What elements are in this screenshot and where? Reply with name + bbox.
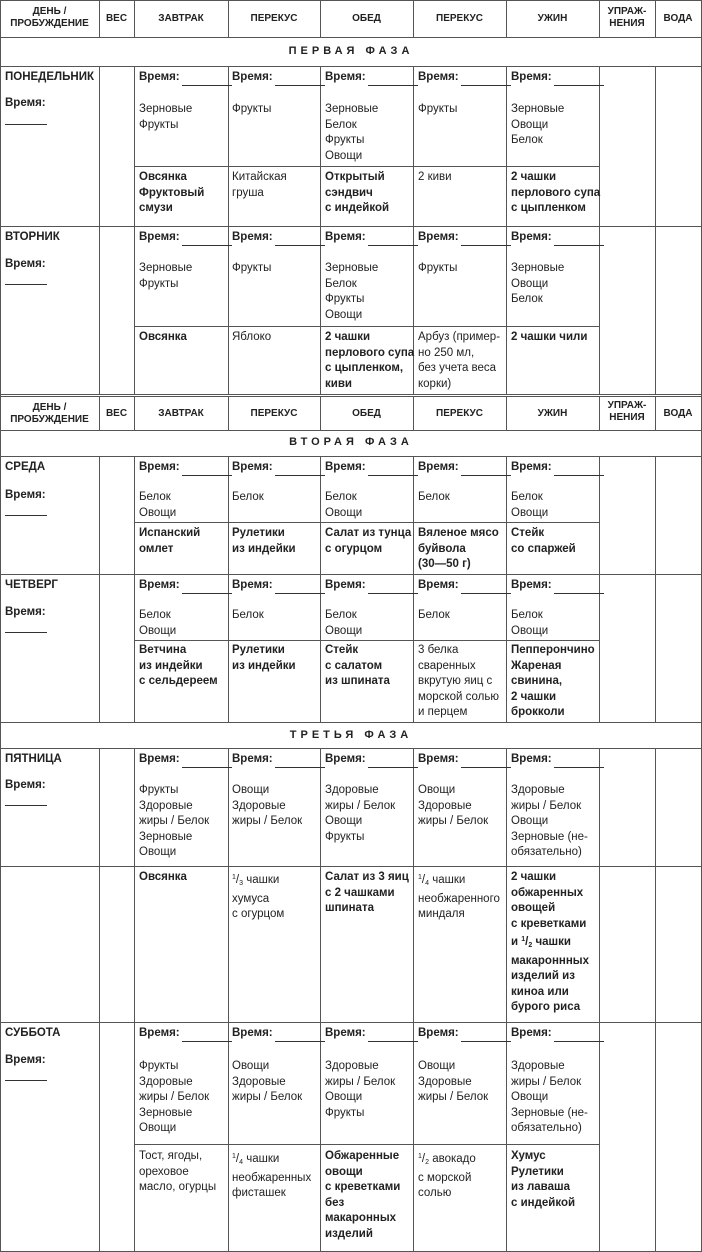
header-snack-1: ПЕРЕКУС [250, 408, 298, 419]
food-groups: Зерновые Белок Фрукты Овощи [325, 262, 379, 321]
meal-time-label[interactable]: Время: [325, 460, 418, 476]
meal: Хумус Рулетики из лаваша с индейкой [511, 1150, 576, 1209]
meal-time-label[interactable]: Время: [232, 70, 325, 86]
food-groups: Фрукты [418, 103, 458, 115]
meal-time-label[interactable]: Время: [325, 230, 418, 246]
meal: 2 киви [418, 171, 452, 183]
meal: Салат из 3 яиц с 2 чашками шпината [325, 871, 409, 914]
day-monday: ПОНЕДЕЛЬНИК [5, 71, 94, 83]
meal: Рулетики из индейки [232, 644, 296, 672]
wake-time-field[interactable] [5, 124, 47, 125]
wake-time-field[interactable] [5, 284, 47, 285]
meal-time-label[interactable]: Время: [511, 70, 604, 86]
fraction-denominator: 2 [528, 942, 533, 949]
day-wednesday: СРЕДА [5, 461, 46, 473]
food-groups: Зерновые Белок Фрукты Овощи [325, 103, 379, 162]
food-groups: Белок [418, 491, 450, 503]
header-snack-1: ПЕРЕКУС [250, 13, 298, 24]
food-groups: Белок Овощи [511, 491, 549, 519]
food-groups: Белок [232, 491, 264, 503]
header-lunch: ОБЕД [352, 13, 381, 24]
wake-time-field[interactable] [5, 1080, 47, 1081]
header-weight: ВЕС [105, 408, 128, 419]
fraction-denominator: 4 [239, 1159, 244, 1166]
meal-time-label[interactable]: Время: [232, 1026, 325, 1042]
meal: $^1/_4$ чашки необжаренного миндаля [418, 874, 500, 920]
fraction-numerator: 1 [232, 1153, 236, 1160]
meal-time-label[interactable]: Время: [139, 460, 232, 476]
meal-time-label[interactable]: Время: [418, 460, 511, 476]
meal: Ветчина из индейки с сельдереем [139, 644, 218, 687]
food-groups: Зерновые Овощи Белок [511, 103, 565, 146]
meal: Яблоко [232, 331, 272, 343]
fraction-numerator: 1 [418, 874, 422, 881]
food-groups: Зерновые Фрукты [139, 262, 193, 290]
meal-time-label[interactable]: Время: [325, 752, 418, 768]
header-exercise: УПРАЖ- НЕНИЯ [607, 400, 647, 423]
meal-time-label[interactable]: Время: [139, 230, 232, 246]
day-saturday: СУББОТА [5, 1027, 61, 1039]
header-water: ВОДА [663, 13, 693, 24]
meal-time-label[interactable]: Время: [139, 1026, 232, 1042]
food-groups: Здоровые жиры / Белок Овощи Зерновые (не- обязательно) [511, 784, 588, 858]
day-wake-time-label: Время: [5, 489, 46, 501]
meal: Открытый сэндвич с индейкой [325, 171, 390, 214]
food-groups: Овощи Здоровые жиры / Белок [232, 1060, 303, 1103]
food-groups: Зерновые Овощи Белок [511, 262, 565, 305]
meal: Овсянка Фруктовый смузи [139, 171, 205, 214]
day-thursday: ЧЕТВЕРГ [5, 579, 58, 591]
meal: Китайская груша [232, 171, 287, 199]
meal: $^1/_3$ чашки хумуса с огурцом [232, 874, 285, 920]
food-groups: Овощи Здоровые жиры / Белок [418, 784, 489, 827]
food-groups: Здоровые жиры / Белок Овощи Зерновые (не- обязательно) [511, 1060, 588, 1134]
meal: Арбуз (пример- но 250 мл, без учета веса корки) [418, 331, 501, 390]
meal-time-label[interactable]: Время: [139, 752, 232, 768]
meal-time-label[interactable]: Время: [232, 460, 325, 476]
day-wake-time-label: Время: [5, 779, 46, 791]
meal: 2 чашки перлового супа с цыпленком [511, 171, 601, 214]
food-groups: Здоровые жиры / Белок Овощи Фрукты [325, 784, 396, 843]
header-breakfast: ЗАВТРАК [158, 13, 204, 24]
wake-time-field[interactable] [5, 632, 47, 633]
phase-3-title: ТРЕТЬЯ ФАЗА [289, 729, 413, 741]
food-groups: Белок Овощи [325, 609, 363, 637]
food-groups: Белок Овощи [511, 609, 549, 637]
header-exercise: УПРАЖ- НЕНИЯ [607, 6, 647, 29]
meal: Салат из тунца с огурцом [325, 527, 412, 555]
meal-time-label[interactable]: Время: [511, 1026, 604, 1042]
fraction-numerator: 1 [232, 874, 236, 881]
food-groups: Фрукты Здоровые жиры / Белок Зерновые Овощи [139, 1060, 210, 1134]
day-tuesday: ВТОРНИК [5, 231, 60, 243]
meal: Овсянка [139, 331, 187, 343]
fraction-denominator: 4 [425, 880, 430, 887]
header-weight: ВЕС [105, 13, 128, 24]
meal-time-label[interactable]: Время: [511, 578, 604, 594]
fraction-numerator: 1 [521, 936, 526, 943]
header-snack-2: ПЕРЕКУС [436, 408, 483, 419]
meal: $^1/_2$ авокадо с морской солью [418, 1153, 476, 1199]
meal-time-label[interactable]: Время: [418, 1026, 511, 1042]
food-groups: Зерновые Фрукты [139, 103, 193, 131]
header-breakfast: ЗАВТРАК [158, 408, 204, 419]
meal-time-label[interactable]: Время: [232, 230, 325, 246]
meal-time-label[interactable]: Время: [418, 230, 511, 246]
meal-time-label[interactable]: Время: [139, 578, 232, 594]
meal-time-label[interactable]: Время: [232, 578, 325, 594]
day-wake-time-label: Время: [5, 1054, 46, 1066]
meal-time-label[interactable]: Время: [325, 70, 418, 86]
meal-time-label[interactable]: Время: [418, 70, 511, 86]
phase-2-title: ВТОРАЯ ФАЗА [289, 436, 413, 448]
food-groups: Белок Овощи [139, 491, 177, 519]
food-groups: Фрукты [232, 103, 272, 115]
meal-time-label[interactable]: Время: [418, 578, 511, 594]
meal: Рулетики из индейки [232, 527, 296, 555]
meal-time-label[interactable]: Время: [232, 752, 325, 768]
food-groups: Фрукты Здоровые жиры / Белок Зерновые Овощи [139, 784, 210, 858]
header-dinner: УЖИН [537, 13, 568, 24]
food-groups: Белок Овощи [139, 609, 177, 637]
meal: Овсянка [139, 871, 187, 883]
meal: 2 чашки чили [511, 331, 588, 343]
meal: $^1/_4$ чашки необжаренных фисташек [232, 1153, 312, 1199]
wake-time-field[interactable] [5, 515, 47, 516]
meal: 2 чашки перлового супа с цыпленком, киви [325, 331, 415, 390]
day-wake-time-label: Время: [5, 258, 46, 270]
food-groups: Фрукты [418, 262, 458, 274]
header-dinner: УЖИН [537, 408, 568, 419]
meal: Обжаренные овощи с креветками без макаронных изделий [325, 1150, 401, 1240]
header-water: ВОДА [663, 408, 693, 419]
meal-time-label[interactable]: Время: [139, 70, 232, 86]
meal-time-label[interactable]: Время: [511, 230, 604, 246]
food-groups: Белок [232, 609, 264, 621]
food-groups: Белок Овощи [325, 491, 363, 519]
wake-time-field[interactable] [5, 805, 47, 806]
meal: Пепперончино Жареная свинина, 2 чашки брокколи [511, 644, 595, 718]
fraction-numerator: 1 [418, 1153, 422, 1160]
phase-1-title: ПЕРВАЯ ФАЗА [288, 45, 414, 57]
meal: Тост, ягоды, ореховое масло, огурцы [139, 1150, 217, 1193]
meal-time-label[interactable]: Время: [418, 752, 511, 768]
food-groups: Здоровые жиры / Белок Овощи Фрукты [325, 1060, 396, 1119]
meal: 2 чашки обжаренных овощей с креветками и $^1/_2$ чашки макароннных изделий из киноа или бурого риса [511, 871, 590, 1013]
meal-time-label[interactable]: Время: [511, 460, 604, 476]
header-day: ДЕНЬ / ПРОБУЖДЕНИЕ [10, 6, 89, 29]
day-friday: ПЯТНИЦА [5, 753, 62, 765]
header-lunch: ОБЕД [352, 408, 381, 419]
meal: Стейк со спаржей [511, 527, 576, 555]
meal-time-label[interactable]: Время: [511, 752, 604, 768]
header-snack-2: ПЕРЕКУС [436, 13, 483, 24]
meal: 3 белка сваренных вкрутую яиц с морской солью и перцем [418, 644, 499, 718]
meal-time-label[interactable]: Время: [325, 1026, 418, 1042]
meal-time-label[interactable]: Время: [325, 578, 418, 594]
meal: Вяленое мясо буйвола (30—50 г) [418, 527, 499, 570]
meal: Стейк с салатом из шпината [325, 644, 390, 687]
food-groups: Овощи Здоровые жиры / Белок [418, 1060, 489, 1103]
fraction-denominator: 3 [239, 880, 244, 887]
food-groups: Овощи Здоровые жиры / Белок [232, 784, 303, 827]
meal: Испанский омлет [139, 527, 201, 555]
day-wake-time-label: Время: [5, 97, 46, 109]
food-groups: Белок [418, 609, 450, 621]
food-groups: Фрукты [232, 262, 272, 274]
fraction-denominator: 2 [425, 1159, 430, 1166]
header-day: ДЕНЬ / ПРОБУЖДЕНИЕ [10, 402, 89, 425]
day-wake-time-label: Время: [5, 606, 46, 618]
